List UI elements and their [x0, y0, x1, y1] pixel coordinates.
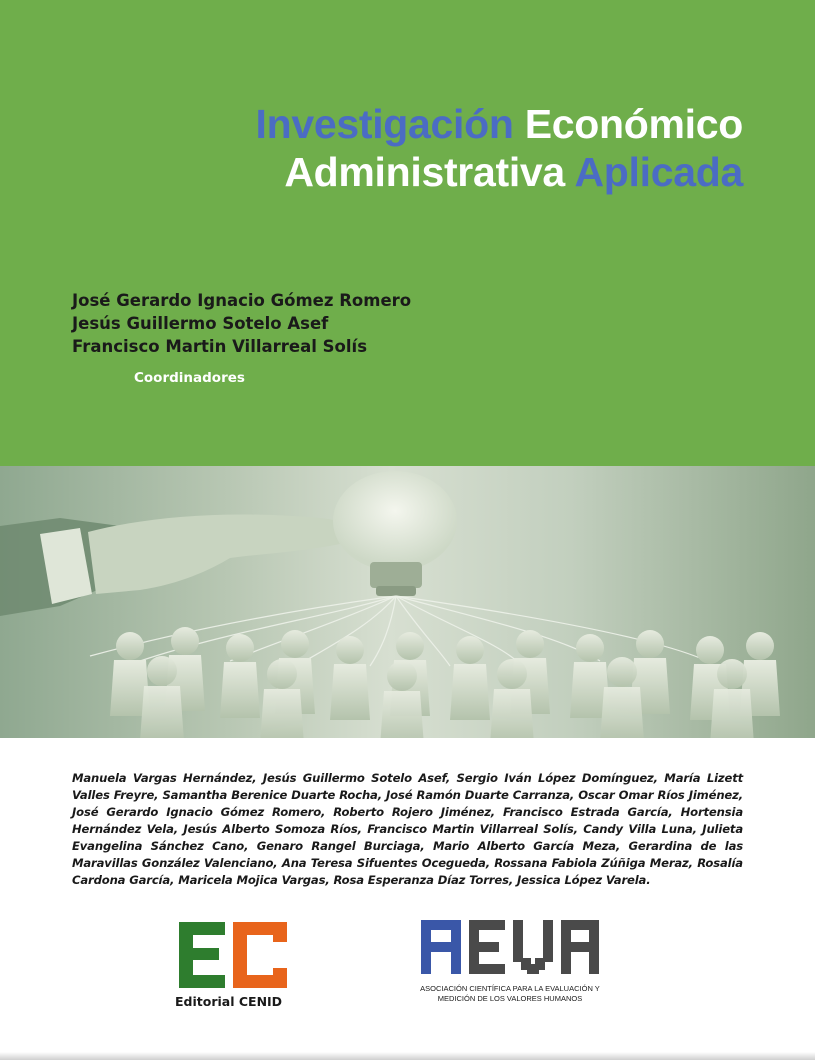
title-word-administrativa: Administrativa — [284, 149, 565, 195]
coordinator-name: José Gerardo Ignacio Gómez Romero — [72, 291, 412, 310]
title-word-aplicada: Aplicada — [574, 149, 743, 195]
book-title — [256, 100, 744, 196]
coordinators-label: Coordinadores — [134, 370, 245, 386]
green-header-band — [0, 0, 815, 468]
association-name: ASOCIACIÓN CIENTÍFICA PARA LA EVALUACIÓN Y MEDICIÓN DE LOS VALORES HUMANOS — [420, 984, 600, 1003]
coordinator-name: Jesús Guillermo Sotelo Asef — [72, 314, 329, 333]
coordinators-block — [72, 289, 411, 386]
page-bottom-edge — [0, 1052, 815, 1060]
title-line-2 — [256, 148, 744, 196]
title-word-investigacion: Investigación — [255, 101, 514, 147]
coordinator-name: Francisco Martin Villarreal Solís — [72, 337, 368, 356]
title-word-economico: Económico — [524, 101, 743, 147]
title-line-1 — [256, 100, 744, 148]
cover-photo — [0, 466, 815, 738]
publisher-name: Editorial CENID — [175, 994, 283, 1009]
hand-lightbulb-people-photo — [0, 466, 815, 738]
aeva-logo-icon — [419, 918, 601, 976]
authors-list: Manuela Vargas Hernández, Jesús Guillermo Sotelo Asef, Sergio Iván López Domínguez, María Lizett Valles Freyre, Samantha Berenice Duarte Rocha, José Ramón Duarte Carranza, Oscar Omar Ríos Jiménez, José Gerardo Ignacio Gómez Romero, Roberto Rojero Jiménez, Francisco Estrada García, Hortensia Hernández Vela, Jesús Alberto Somoza Ríos, Francisco Martin Villarreal Solís, Candy Villa Luna, Julieta Evangelina Sánchez Cano, Genaro Rangel Burciaga, Mario Alberto García Meza, Gerardina de las Maravillas González Valenciano, Ana Teresa Sifuentes Ocegueda, Rossana Fabiola Zúñiga Meraz, Rosalía Cardona García, Maricela Mojica Vargas, Rosa Esperanza Díaz Torres, Jessica López Varela. — [72, 771, 743, 887]
